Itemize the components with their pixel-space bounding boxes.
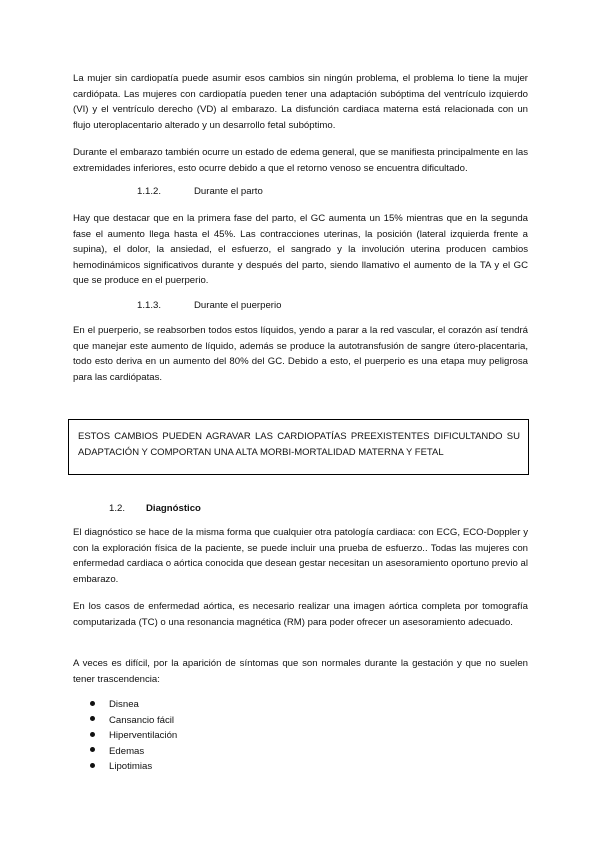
- paragraph-cardiopathy-adaptation: La mujer sin cardiopatía puede asumir esos cambios sin ningún problema, el problema lo tiene la mujer cardiópata. Las mujeres con cardiopatía pueden tener una adaptación subóptima del ventrículo izquierdo (VI) y el ventrículo derecho (VD) al embarazo. La disfunción cardiaca materna está relacionada con un flujo uteroplacentario alterado y un desarrollo fetal subóptimo.: [73, 73, 528, 131]
- list-item: [90, 728, 177, 744]
- bullet-icon: [90, 716, 95, 721]
- paragraph-symptoms-intro: A veces es difícil, por la aparición de síntomas que son normales durante la gestación y que no suelen tener trascendencia:: [73, 658, 528, 685]
- heading-title: Diagnóstico: [146, 503, 201, 514]
- list-item: [90, 713, 177, 729]
- bullet-icon: [90, 747, 95, 752]
- bullet-icon: [90, 732, 95, 737]
- list-item: [90, 759, 177, 775]
- bullet-icon: [90, 763, 95, 768]
- callout-text: ESTOS CAMBIOS PUEDEN AGRAVAR LAS CARDIOPATÍAS PREEXISTENTES DIFICULTANDO SU ADAPTACIÓN Y COMPORTAN UNA ALTA MORBI-MORTALIDAD MATERNA Y FETAL: [78, 431, 520, 458]
- heading-1-1-2: [137, 185, 263, 199]
- list-item-label: Lipotimias: [109, 761, 153, 772]
- list-item-label: Hiperventilación: [109, 730, 178, 741]
- list-item: [90, 697, 177, 713]
- heading-1-2: [109, 502, 201, 516]
- paragraph-edema: Durante el embarazo también ocurre un estado de edema general, que se manifiesta principalmente en las extremidades inferiores, esto ocurre debido a que el retorno venoso se encuentra dificultado.: [73, 147, 528, 174]
- heading-title: Durante el puerperio: [194, 300, 282, 311]
- heading-number: 1.1.3.: [137, 300, 162, 311]
- heading-title: Durante el parto: [194, 186, 263, 197]
- heading-number: 1.1.2.: [137, 186, 162, 197]
- symptoms-list: [90, 697, 177, 775]
- list-item-label: Edemas: [109, 745, 145, 757]
- paragraph-diagnosis: El diagnóstico se hace de la misma forma que cualquier otra patología cardiaca: con ECG, ECO-Doppler y con la exploración física de la paciente, se puede incluir una prueba de esfuerzo.. Todas las mujeres con enfermedad cardiaca o aórtica conocida que desean gestar necesitan un asesoramiento oportuno previo al embarazo.: [73, 527, 528, 585]
- list-item-label: Cansancio fácil: [109, 714, 175, 726]
- list-item: [90, 744, 177, 760]
- heading-number: 1.2.: [109, 503, 126, 514]
- paragraph-labor: Hay que destacar que en la primera fase del parto, el GC aumenta un 15% mientras que en la segunda fase el aumento llega hasta el 45%. Las contracciones uterinas, la posición (lateral izquierda frente a supina), el dolor, la ansiedad, el esfuerzo, el sangrado y la involución uterina producen cambios hemodinámicos significativos durante y después del parto, siendo llamativo el aumento de la TA y el GC que se produce en el puerperio.: [73, 213, 528, 287]
- paragraph-aortic-disease: En los casos de enfermedad aórtica, es necesario realizar una imagen aórtica completa por tomografía computarizada (TC) o una resonancia magnética (RM) para poder ofrecer un asesoramiento adecuado.: [73, 601, 528, 628]
- paragraph-puerperium: En el puerperio, se reabsorben todos estos líquidos, yendo a parar a la red vascular, el corazón así tendrá que manejar este aumento de líquido, además se produce la autotransfusión de sangre útero-placentaria, todo esto deriva en un aumento del 80% del GC. Debido a esto, el puerperio es una etapa muy peligrosa para las cardiópatas.: [73, 325, 528, 383]
- heading-1-1-3: [137, 299, 281, 313]
- list-item-label: Disnea: [109, 699, 139, 710]
- warning-callout-box: [68, 419, 529, 475]
- bullet-icon: [90, 701, 95, 706]
